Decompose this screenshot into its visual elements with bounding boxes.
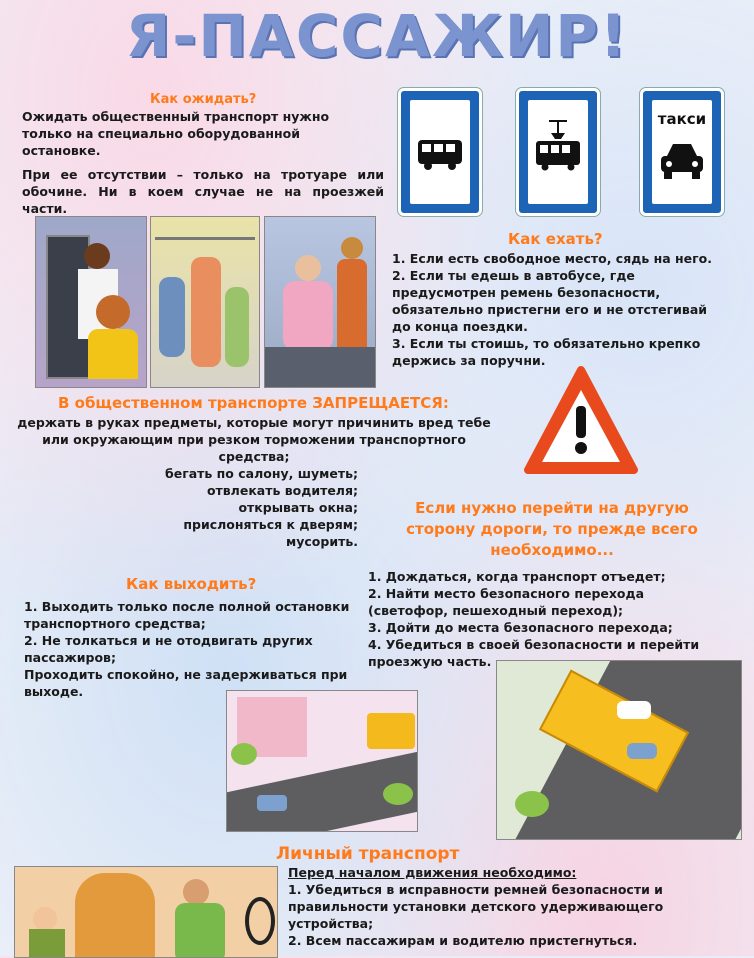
ride-list [392,250,722,369]
exit-item-2: 2. Не толкаться и не отодвигать других пассажиров; [24,633,313,665]
exit-list [24,598,362,700]
cross-item-1: 1. Дождаться, когда транспорт отъедет; [368,569,666,584]
cross-heading: Если нужно перейти на другую сторону дороги, то прежде всего необходимо... [406,499,698,559]
ride-item-3: 3. Если ты стоишь, то обязательно крепко держись за поручни. [392,336,701,368]
personal-list [288,881,688,949]
personal-item-1: 1. Убедиться в исправности ремней безопасности и правильности установки детского удерживающего устройства; [288,882,664,931]
cross-item-3: 3. Дойти до места безопасного перехода; [368,620,673,635]
forbidden-item-2: бегать по салону, шуметь; [165,466,358,481]
tram-icon [531,103,585,199]
taxi-sign-label: такси [657,110,707,128]
ride-heading: Как ехать? [508,230,603,248]
wait-paragraph-2: При ее отсутствии – только на тротуаре или обочине. Ни в коем случае не на проезжей части. [22,167,384,216]
car-icon [655,138,709,198]
forbidden-item-6: мусорить. [286,534,358,549]
forbidden-item-1: держать в руках предметы, которые могут причинить вред тебе или окружающим при резком торможении транспортного средства; [17,415,491,464]
cross-list [368,568,720,670]
cross-item-4: 4. Убедиться в своей безопасности и перейти проезжую часть. [368,637,700,669]
ride-item-2: 2. Если ты едешь в автобусе, где предусмотрен ремень безопасности, обязательно пристегни его и не отстегивай до конца поездки. [392,268,708,334]
wait-heading: Как ожидать? [150,92,257,107]
passenger-illustration-3 [264,216,376,388]
personal-item-2: 2. Всем пассажирам и водителю пристегнуться. [288,933,638,948]
forbidden-item-3: отвлекать водителя; [206,483,358,498]
warning-sign-icon [522,362,640,480]
exit-item-3: Проходить спокойно, не задерживаться при выходе. [24,667,348,699]
street-illustration-left [226,690,418,832]
passenger-illustration-2 [150,216,260,388]
tram-stop-sign [516,88,600,216]
forbidden-item-5: прислоняться к дверям; [183,517,358,532]
exit-item-1: 1. Выходить только после полной остановки транспортного средства; [24,599,350,631]
taxi-stop-sign [640,88,724,216]
page-title: Я-ПАССАЖИР! [125,2,629,70]
exit-heading: Как выходить? [126,575,257,593]
street-illustration-right [496,660,742,840]
ride-item-1: 1. Если есть свободное место, сядь на него. [392,251,713,266]
personal-subheading: Перед началом движения необходимо: [288,865,577,880]
passenger-illustration-1 [35,216,147,388]
bus-icon [413,103,467,199]
forbidden-heading: В общественном транспорте ЗАПРЕЩАЕТСЯ: [58,394,449,412]
personal-heading: Личный транспорт [276,844,460,864]
bus-stop-sign [398,88,482,216]
car-interior-illustration [14,866,278,958]
cross-item-2: 2. Найти место безопасного перехода (светофор, пешеходный переход); [368,586,645,618]
wait-paragraph-1: Ожидать общественный транспорт нужно только на специально оборудованной остановке. [22,109,330,158]
forbidden-item-4: открывать окна; [238,500,358,515]
